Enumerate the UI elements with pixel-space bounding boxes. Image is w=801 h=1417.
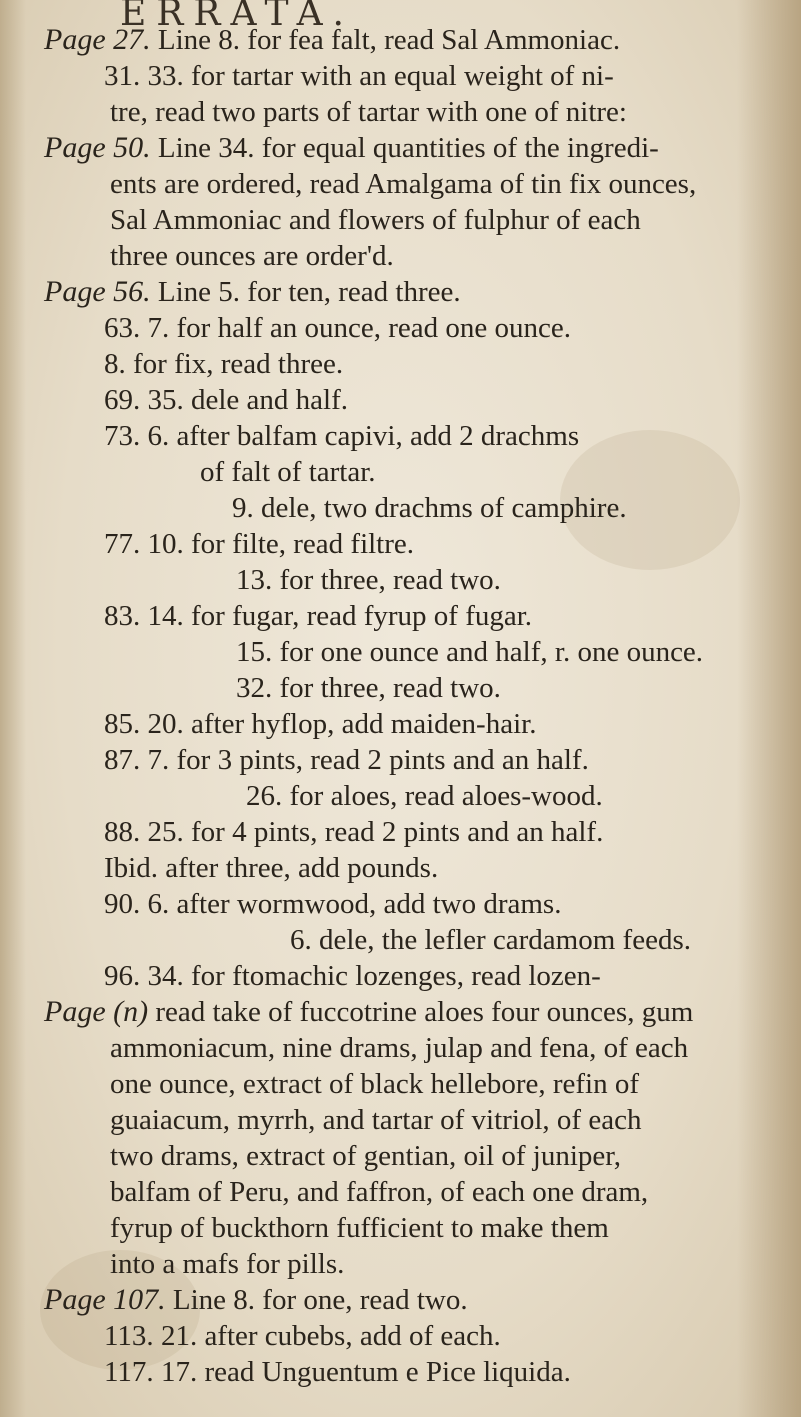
text-line: 113. 21. after cubebs, add of each. [104, 1320, 501, 1352]
text-line: fyrup of buckthorn fufficient to make them [110, 1212, 609, 1244]
text-line: 87. 7. for 3 pints, read 2 pints and an half. [104, 744, 589, 776]
text-line: of falt of tartar. [200, 456, 376, 488]
text-line: 26. for aloes, read aloes-wood. [246, 780, 603, 812]
text-line: 69. 35. dele and half. [104, 384, 349, 416]
text-line: Page 107. Line 8. for one, read two. [44, 1283, 468, 1316]
text-line: 6. dele, the lefler cardamom feeds. [290, 924, 691, 956]
text-line: Page (n) read take of fuccotrine aloes four ounces, gum [44, 995, 694, 1028]
text-line: Page 27. Line 8. for fea falt, read Sal Ammoniac. [44, 23, 621, 56]
text-line: tre, read two parts of tartar with one of nitre: [110, 96, 627, 128]
text-line: 117. 17. read Unguentum e Pice liquida. [104, 1356, 571, 1388]
text-line: three ounces are order'd. [110, 240, 394, 272]
text-line: Ibid. after three, add pounds. [104, 852, 439, 884]
text-line: two drams, extract of gentian, oil of juniper, [110, 1140, 622, 1172]
text-line: 31. 33. for tartar with an equal weight of ni- [104, 60, 614, 92]
text-line: 73. 6. after balfam capivi, add 2 drachms [104, 420, 580, 452]
text-line: 15. for one ounce and half, r. one ounce. [236, 636, 704, 668]
text-line: 96. 34. for ftomachic lozenges, read lozen- [104, 960, 601, 992]
text-line: into a mafs for pills. [110, 1248, 345, 1280]
text-line: 90. 6. after wormwood, add two drams. [104, 888, 562, 920]
text-line: Page 56. Line 5. for ten, read three. [44, 275, 461, 308]
text-line: Page 50. Line 34. for equal quantities of the ingredi- [44, 131, 659, 164]
text-line: 32. for three, read two. [236, 672, 501, 704]
text-line: balfam of Peru, and faffron, of each one dram, [110, 1176, 649, 1208]
text-line: 13. for three, read two. [236, 564, 501, 596]
text-line: 85. 20. after hyflop, add maiden-hair. [104, 708, 537, 740]
text-line: 83. 14. for fugar, read fyrup of fugar. [104, 600, 533, 632]
text-line: one ounce, extract of black hellebore, refin of [110, 1068, 639, 1100]
page-shadow-right [737, 0, 801, 1417]
text-line: 88. 25. for 4 pints, read 2 pints and an half. [104, 816, 604, 848]
text-line: guaiacum, myrrh, and tartar of vitriol, of each [110, 1104, 642, 1136]
text-line: ammoniacum, nine drams, julap and fena, of each [110, 1032, 689, 1064]
page-shadow-left [0, 0, 26, 1417]
running-header: ERRATA. [120, 0, 355, 28]
text-line: 9. dele, two drachms of camphire. [232, 492, 627, 524]
text-line: 8. for fix, read three. [104, 348, 344, 380]
text-line: 63. 7. for half an ounce, read one ounce. [104, 312, 572, 344]
text-line: ents are ordered, read Amalgama of tin fix ounces, [110, 168, 697, 200]
text-line: 77. 10. for filte, read filtre. [104, 528, 415, 560]
text-line: Sal Ammoniac and flowers of fulphur of each [110, 204, 641, 236]
